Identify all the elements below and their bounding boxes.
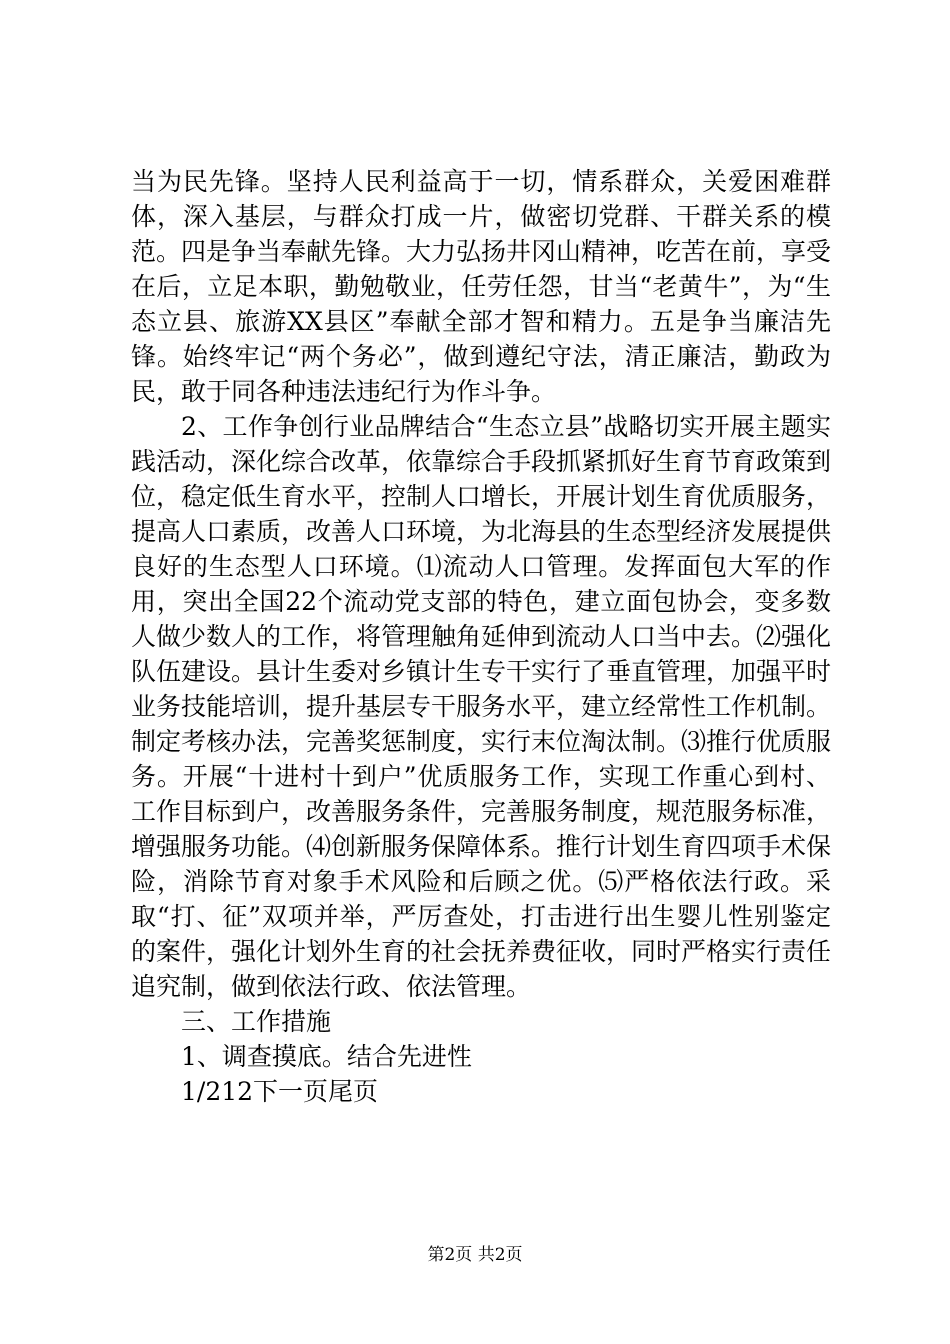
paragraph-continuation: 当为民先锋。坚持人民利益高于一切，情系群众，关爱困难群体，深入基层，与群众打成一片，做密切党群、干群关系的模范。四是争当奉献先锋。大力弘扬井冈山精神，吃苦在前，享受在后，立足本职，勤勉敬业，任劳任怨，甘当“老黄牛”，为“生态立县、旅游XX县区”奉献全部才智和精力。五是争当廉洁先锋。始终牢记“两个务必”，做到遵纪守法，清正廉洁，勤政为民，敢于同各种违法违纪行为作斗争。 [131, 167, 832, 406]
paragraph-work-brand: 2、工作争创行业品牌结合“生态立县”战略切实开展主题实践活动，深化综合改革，依靠综合手段抓紧抓好生育节育政策到位，稳定低生育水平，控制人口增长，开展计划生育优质服务，提高人口素质，改善人口环境，为北海县的生态型经济发展提供良好的生态型人口环境。⑴流动人口管理。发挥面包大军的作用，突出全国22个流动党支部的特色，建立面包协会，变多数人做少数人的工作，将管理触角延伸到流动人口当中去。⑵强化队伍建设。县计生委对乡镇计生专干实行了垂直管理，加强平时业务技能培训，提升基层专干服务水平，建立经常性工作机制。制定考核办法，完善奖惩制度，实行末位淘汰制。⑶推行优质服务。开展“十进村十到户”优质服务工作，实现工作重心到村、工作目标到户，改善服务条件，完善服务制度，规范服务标准，增强服务功能。⑷创新服务保障体系。推行计划生育四项手术保险，消除节育对象手术风险和后顾之优。⑸严格依法行政。采取“打、征”双项并举，严厉查处，打击进行出生婴儿性别鉴定的案件，强化计划外生育的社会抚养费征收，同时严格实行责任追究制，做到依法行政、依法管理。 [131, 412, 832, 1001]
page-footer: 第2页 共2页 [427, 1245, 523, 1265]
paragraph-survey: 1、调查摸底。结合先进性 [181, 1042, 472, 1071]
document-body [131, 164, 831, 1109]
pagination-text: 1/212下一页尾页 [181, 1077, 379, 1106]
section-heading-measures: 三、工作措施 [181, 1007, 332, 1036]
